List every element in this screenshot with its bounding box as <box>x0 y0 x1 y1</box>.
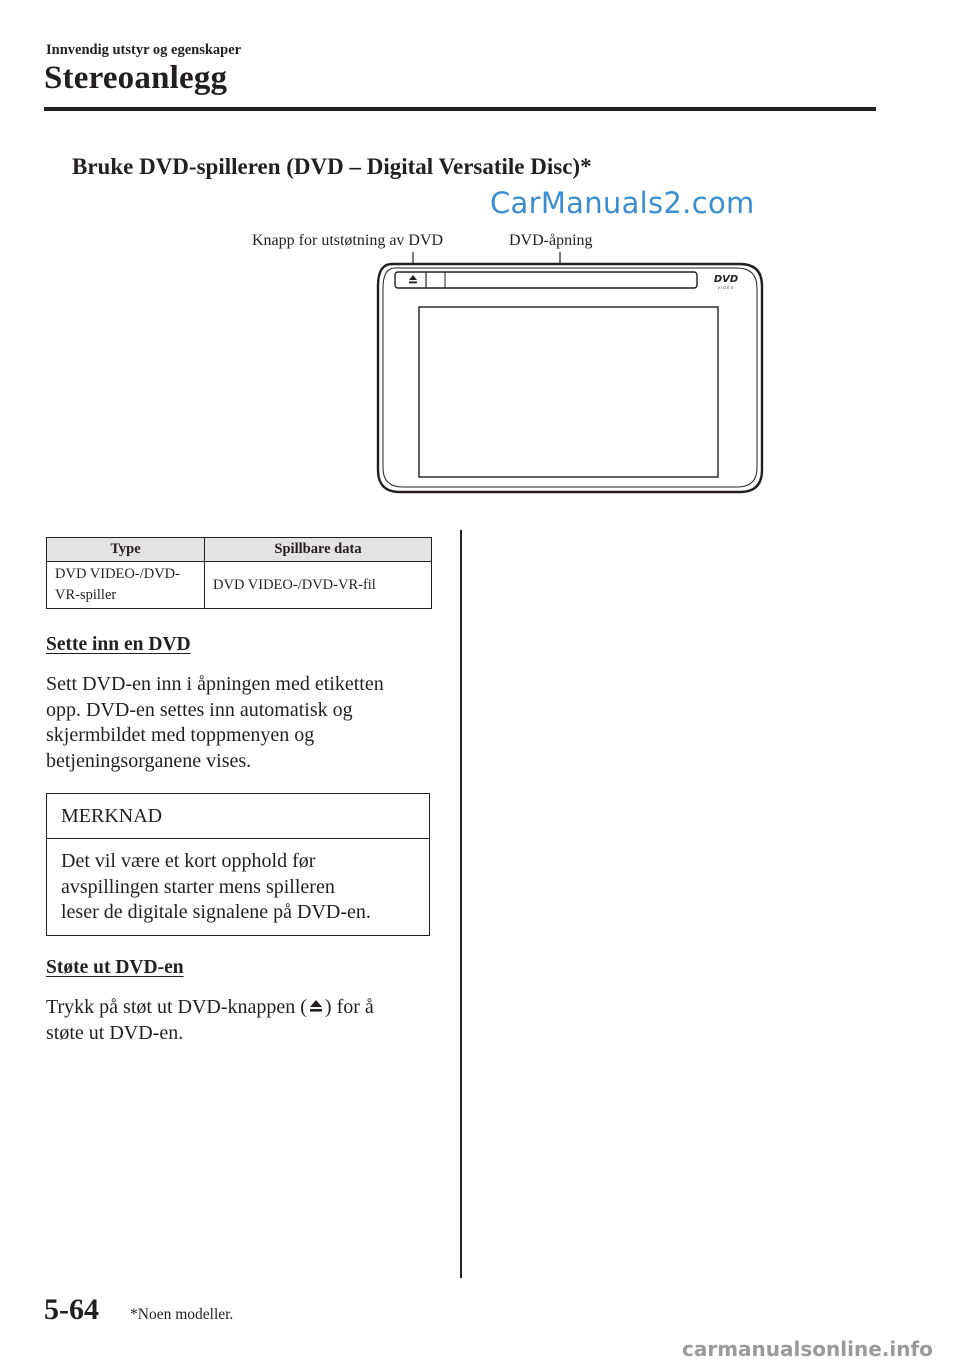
eject-button-callout: Knapp for utstøtning av DVD <box>252 232 444 249</box>
table-header-type: Type <box>47 538 205 562</box>
spec-table <box>46 537 432 609</box>
table-header-data: Spillbare data <box>205 538 432 562</box>
disc-slot <box>395 272 697 288</box>
eject-paragraph <box>46 995 446 1046</box>
watermark: CarManuals2.com <box>490 186 755 220</box>
chapter-title: Stereoanlegg <box>44 60 228 96</box>
header-rule <box>44 107 876 111</box>
column-divider <box>460 530 462 1278</box>
breadcrumb: Innvendig utstyr og egenskaper <box>46 42 242 58</box>
note-box <box>46 793 430 936</box>
text-line: leser de digitale signalene på DVD-en. <box>61 901 371 923</box>
slot-callout: DVD-åpning <box>509 232 593 249</box>
dvd-player-diagram <box>370 252 770 500</box>
table-cell-type: DVD VIDEO-/DVD-VR-spiller <box>47 562 205 609</box>
text-line: avspillingen starter mens spilleren <box>61 875 335 898</box>
page-number: 5-64 <box>44 1293 99 1326</box>
table-row <box>47 562 432 609</box>
svg-text:DVD: DVD <box>713 274 739 285</box>
eject-icon <box>307 997 325 1015</box>
text-line: betjeningsorganene vises. <box>46 749 252 772</box>
text-line: støte ut DVD-en. <box>46 1021 184 1044</box>
text-line: Sett DVD-en inn i åpningen med etiketten <box>46 673 384 695</box>
dvd-logo <box>714 274 738 290</box>
insert-paragraph <box>46 672 446 774</box>
text-line: Trykk på støt ut DVD-knappen ( ) for å <box>46 996 374 1018</box>
table-cell-data: DVD VIDEO-/DVD-VR-fil <box>205 562 432 609</box>
insert-heading: Sette inn en DVD <box>46 634 191 655</box>
footnote: *Noen modeller. <box>130 1306 234 1323</box>
section-title: Bruke DVD-spilleren (DVD – Digital Versatile Disc)* <box>72 154 592 179</box>
eject-heading: Støte ut DVD-en <box>46 957 184 978</box>
note-body <box>47 839 429 926</box>
note-heading: MERKNAD <box>47 794 429 839</box>
text-line: Det vil være et kort opphold før <box>61 850 316 872</box>
text-line: opp. DVD-en settes inn automatisk og <box>46 698 353 721</box>
display-screen <box>419 307 718 477</box>
svg-text:VIDEO: VIDEO <box>717 286 735 290</box>
text-line: skjermbildet med toppmenyen og <box>46 724 315 746</box>
site-watermark: carmanualsonline.info <box>682 1337 933 1361</box>
